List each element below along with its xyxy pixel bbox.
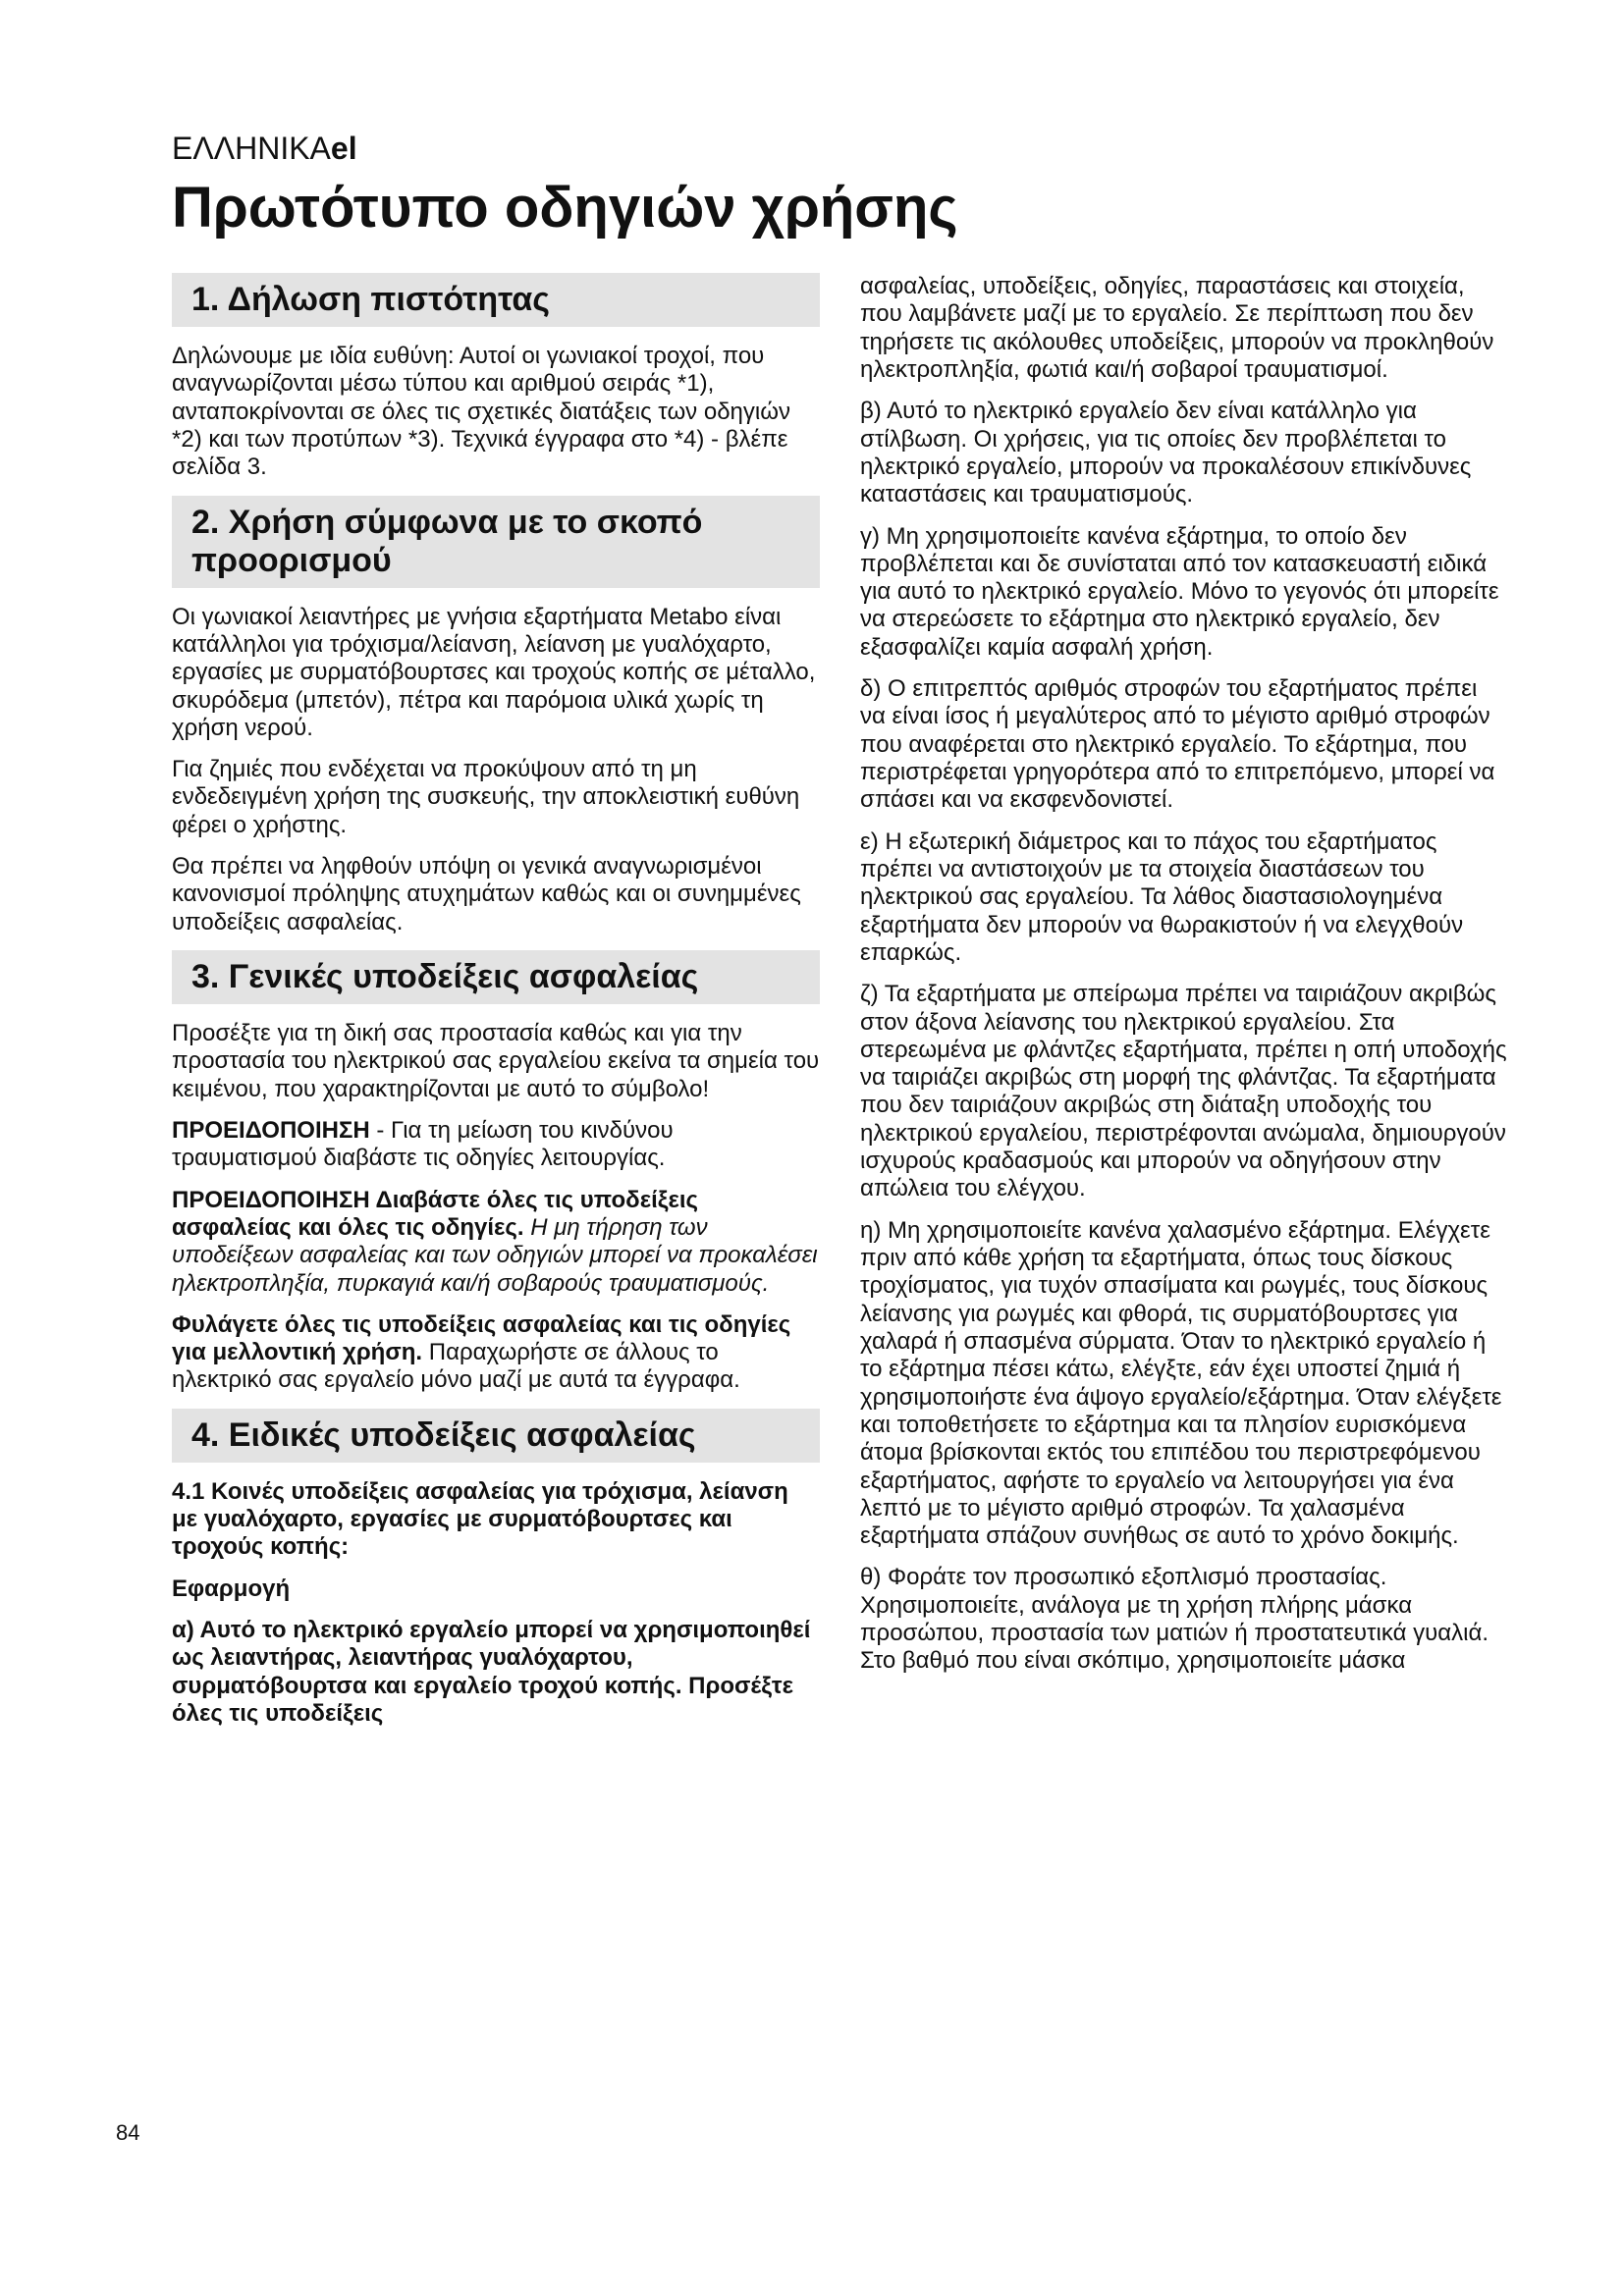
paragraph: Θα πρέπει να ληφθούν υπόψη οι γενικά αναγνωρισμένοι κανονισμοί πρόληψης ατυχημάτων καθώς και οι συνημμένες υποδείξεις ασφαλείας.	[172, 853, 801, 935]
paragraph: α) Αυτό το ηλεκτρικό εργαλείο μπορεί να χρησιμοποιηθεί ως λειαντήρας, λειαντήρας γυαλόχαρτου, συρματόβουρτσα και εργαλείο τροχού κοπής. Προσέξτε όλες τις υποδείξεις	[172, 1617, 811, 1727]
right-column	[860, 273, 1508, 1689]
paragraph: ΠΡΟΕΙΔΟΠΟΙΗΣΗ - Για τη μείωση του κινδύνου τραυματισμού διαβάστε τις οδηγίες λειτουργίας.	[172, 1116, 674, 1172]
section-heading: 4. Ειδικές υποδείξεις ασφαλείας	[172, 1409, 820, 1463]
paragraph: Δηλώνουμε με ιδία ευθύνη: Αυτοί οι γωνιακοί τροχοί, που αναγνωρίζονται μέσω τύπου και αριθμού σειράς *1), ανταποκρίνονται σε όλες τις σχετικές διατάξεις των οδηγιών *2) και των προτύπων *3). Τεχνικά έγγραφα στο *4) - βλέπε σελίδα 3.	[172, 343, 790, 481]
paragraph: γ) Μη χρησιμοποιείτε κανένα εξάρτημα, το οποίο δεν προβλέπεται και δε συνίσταται από τον κατασκευαστή ειδικά για αυτό το ηλεκτρικό εργαλείο. Μόνο το γεγονός ότι μπορείτε να στερεώσετε το εξάρτημα στο ηλεκτρικό εργαλείο, δεν εξασφαλίζει καμία ασφαλή χρήση.	[860, 522, 1499, 661]
section-heading: 2. Χρήση σύμφωνα με το σκοπό προορισμού	[172, 496, 820, 588]
paragraph: θ) Φοράτε τον προσωπικό εξοπλισμό προστασίας. Χρησιμοποιείτε, ανάλογα με τη χρήση πλήρης μάσκα προσώπου, προστασία των ματιών ή προστατευτικά γυαλιά. Στο βαθμό που είναι σκόπιμο, χρησιμοποιείτε μάσκα	[860, 1564, 1489, 1675]
paragraph: ε) Η εξωτερική διάμετρος και το πάχος του εξαρτήματος πρέπει να αντιστοιχούν με τα στοιχεία διαστάσεων του ηλεκτρικού σας εργαλείου. Τα λάθος διαστασιολογημένα εξαρτήματα δεν μπορούν να θωρακιστούν ή να ελεγχθούν επαρκώς.	[860, 828, 1464, 966]
section-heading: 3. Γενικές υποδείξεις ασφαλείας	[172, 950, 820, 1004]
page-number: 84	[116, 2120, 140, 2145]
left-column	[172, 273, 820, 1741]
paragraph: δ) Ο επιτρεπτός αριθμός στροφών του εξαρτήματος πρέπει να είναι ίσος ή μεγαλύτερος από το μέγιστο αριθμό στροφών που αναφέρεται στο ηλεκτρικό εργαλείο. Το εξάρτημα, που περιστρέφεται γρηγορότερα από το επιτρεπόμενο, μπορεί να σπάσει και να εκσφενδονιστεί.	[860, 675, 1495, 814]
language-header: ΕΛΛΗΝΙΚΑel	[172, 131, 357, 166]
paragraph: Για ζημιές που ενδέχεται να προκύψουν από τη μη ενδεδειγμένη χρήση της συσκευής, την αποκλειστική ευθύνη φέρει ο χρήστης.	[172, 756, 800, 838]
paragraph: β) Αυτό το ηλεκτρικό εργαλείο δεν είναι κατάλληλο για στίλβωση. Οι χρήσεις, για τις οποίες δεν προβλέπεται το ηλεκτρικό εργαλείο, μπορούν να προκαλέσουν επικίνδυνες καταστάσεις και τραυματισμούς.	[860, 398, 1472, 508]
section-heading: 1. Δήλωση πιστότητας	[172, 273, 820, 327]
paragraph: 4.1 Κοινές υποδείξεις ασφαλείας για τρόχισμα, λείανση με γυαλόχαρτο, εργασίες με συρματόβουρτσες και τροχούς κοπής:	[172, 1477, 788, 1561]
paragraph: Εφαρμογή	[172, 1575, 291, 1602]
paragraph: Οι γωνιακοί λειαντήρες με γνήσια εξαρτήματα Metabo είναι κατάλληλοι για τρόχισμα/λείανση, λείανση με γυαλόχαρτο, εργασίες με συρματόβουρτσες και τροχούς κοπής σε μέταλλο, σκυρόδεμα (μπετόν), πέτρα και παρόμοια υλικά χωρίς τη χρήση νερού.	[172, 603, 816, 741]
paragraph: η) Μη χρησιμοποιείτε κανένα χαλασμένο εξάρτημα. Ελέγχετε πριν από κάθε χρήση τα εξαρτήματα, όπως τους δίσκους τροχίσματος, για τυχόν σπασίματα και ρωγμές, τους δίσκους λείανσης για ρωγμές και φθορά, τις συρματόβουρτσες για χαλαρά ή σπασμένα σύρματα. Όταν το ηλεκτρικό εργαλείο ή το εξάρτημα πέσει κάτω, ελέγξτε, εάν έχει υποστεί ζημιά ή χρησιμοποιήστε ένα άψογο εργαλείο/εξάρτημα. Όταν ελέγξετε και τοποθετήσετε το εξάρτημα και τα πλησίον ευρισκόμενα άτομα βρίσκονται εκτός του επιπέδου του περιστρεφόμενου εξαρτήματος, αφήστε το εργαλείο να λειτουργήσει για ένα λεπτό με το μέγιστο αριθμό στροφών. Τα χαλασμένα εξαρτήματα σπάζουν συνήθως σε αυτό το χρόνο δοκιμής.	[860, 1216, 1502, 1550]
paragraph: ΠΡΟΕΙΔΟΠΟΙΗΣΗ Διαβάστε όλες τις υποδείξεις ασφαλείας και όλες τις οδηγίες. Η μη τήρηση των υποδείξεων ασφαλείας και των οδηγιών μπορεί να προκαλέσει ηλεκτροπληξία, πυρκαγιά και/ή σοβαρούς τραυματισμούς.	[172, 1186, 818, 1297]
paragraph: ζ) Τα εξαρτήματα με σπείρωμα πρέπει να ταιριάζουν ακριβώς στον άξονα λείανσης του ηλεκτρικού εργαλείου. Στα στερεωμένα με φλάντζες εξαρτήματα, πρέπει η οπή υποδοχής να ταιριάζει ακριβώς στη μορφή της φλάντζας. Τα εξαρτήματα που δεν ταιριάζουν ακριβώς στη διάταξη υποδοχής του ηλεκτρικού εργαλείου, περιστρέφονται ανώμαλα, δημιουργούν ισχυρούς κραδασμούς και μπορούν να οδηγήσουν στην απώλεια του ελέγχου.	[860, 981, 1507, 1202]
paragraph: ασφαλείας, υποδείξεις, οδηγίες, παραστάσεις και στοιχεία, που λαμβάνετε μαζί με το εργαλείο. Σε περίπτωση που δεν τηρήσετε τις ακόλουθες υποδείξεις, μπορούν να προκληθούν ηλεκτροπληξία, φωτιά και/ή σοβαροί τραυματισμοί.	[860, 273, 1494, 383]
paragraph: Φυλάγετε όλες τις υποδείξεις ασφαλείας και τις οδηγίες για μελλοντική χρήση. Παραχωρήστε σε άλλους το ηλεκτρικό σας εργαλείο μόνο μαζί με αυτά τα έγγραφα.	[172, 1310, 791, 1394]
page-title: Πρωτότυπο οδηγιών χρήσης	[172, 176, 958, 240]
paragraph: Προσέξτε για τη δική σας προστασία καθώς και για την προστασία του ηλεκτρικού σας εργαλείου εκείνα τα σημεία του κειμένου, που χαρακτηρίζονται με αυτό το σύμβολο!	[172, 1020, 820, 1102]
